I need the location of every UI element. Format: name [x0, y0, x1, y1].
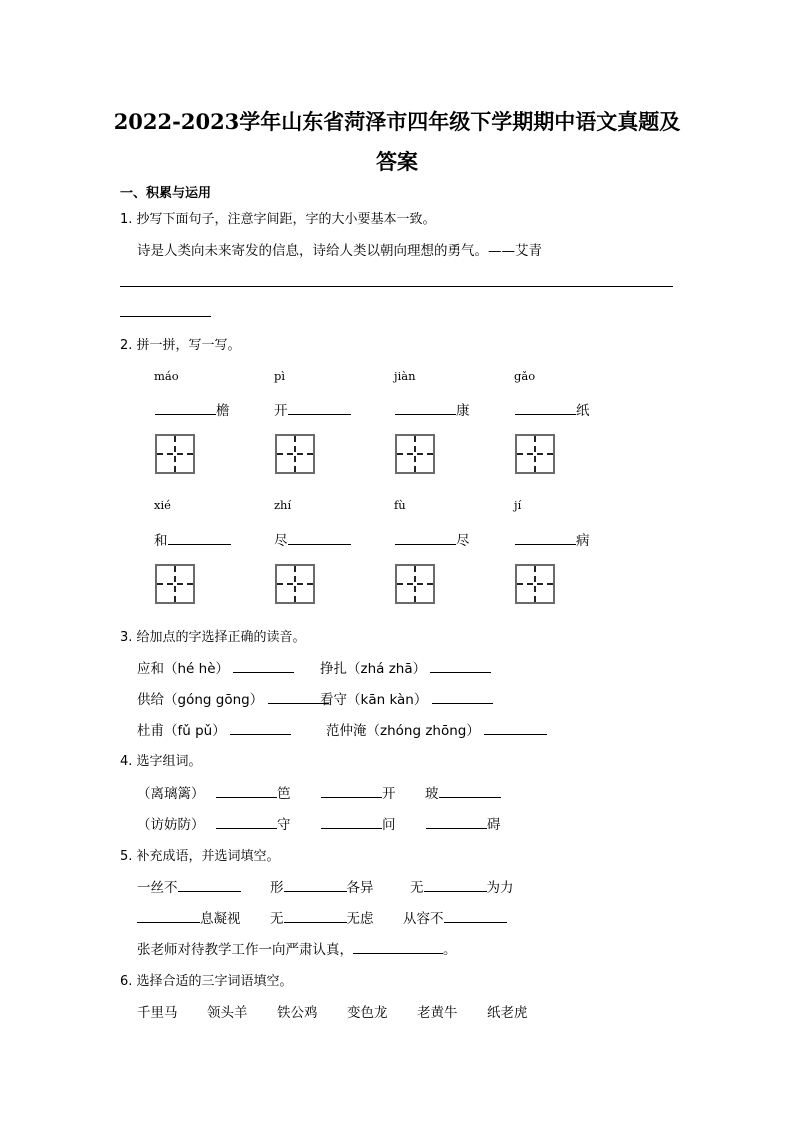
q6-word-option: 铁公鸡 — [277, 1005, 318, 1021]
q2-word-item: 檐 — [155, 399, 230, 419]
fill-blank[interactable] — [430, 658, 491, 673]
q1-sentence: 诗是人类向未来寄发的信息，诗给人类以朝向理想的勇气。——艾青 — [137, 243, 542, 259]
q5-idiom: 息凝视 — [137, 907, 241, 927]
fill-blank[interactable] — [395, 530, 456, 545]
writing-grid-box[interactable] — [515, 434, 555, 474]
q6-word-option: 变色龙 — [347, 1005, 388, 1021]
fill-blank[interactable] — [288, 530, 351, 545]
q2-pinyin: pì — [274, 369, 286, 383]
fill-blank[interactable] — [168, 530, 231, 545]
q3-item: 挣扎（zhá zhā） — [320, 657, 491, 677]
q5-idiom: 一丝不 — [137, 876, 241, 896]
fill-blank[interactable] — [432, 689, 493, 704]
fill-blank[interactable] — [424, 877, 487, 892]
fill-blank[interactable] — [353, 939, 443, 954]
fill-blank[interactable] — [233, 658, 294, 673]
q4-word-item: 守 — [216, 813, 291, 833]
fill-blank[interactable] — [515, 400, 576, 415]
q6-word-option: 千里马 — [137, 1005, 178, 1021]
q5-idiom: 无 为力 — [410, 876, 514, 896]
writing-grid-box[interactable] — [275, 434, 315, 474]
q6-word-option: 领头羊 — [207, 1005, 248, 1021]
q3-item: 供给（góng gōng） — [137, 688, 329, 708]
writing-grid-box[interactable] — [155, 564, 195, 604]
q1-answer-line-1[interactable] — [120, 286, 673, 287]
q3-item: 范仲淹（zhóng zhōng） — [326, 719, 547, 739]
q5-idiom: 从容不 — [403, 907, 507, 927]
q2-word-item: 康 — [395, 399, 470, 419]
q2-word-item: 尽 — [274, 529, 351, 549]
q2-pinyin: gǎo — [514, 369, 536, 383]
q2-word-item: 病 — [515, 529, 590, 549]
q2-pinyin: máo — [154, 369, 179, 383]
fill-blank[interactable] — [288, 400, 351, 415]
fill-blank[interactable] — [230, 720, 291, 735]
q2-word-item: 纸 — [515, 399, 590, 419]
q1-prompt: 1. 抄写下面句子，注意字间距，字的大小要基本一致。 — [120, 212, 436, 227]
writing-grid-box[interactable] — [515, 564, 555, 604]
q2-prompt: 2. 拼一拼，写一写。 — [120, 338, 241, 353]
q2-word-item: 和 — [154, 529, 231, 549]
q6-prompt: 6. 选择合适的三字词语填空。 — [120, 974, 293, 989]
fill-blank[interactable] — [284, 908, 347, 923]
fill-blank[interactable] — [444, 908, 507, 923]
writing-grid-box[interactable] — [155, 434, 195, 474]
fill-blank[interactable] — [439, 783, 501, 798]
q4-word-item: 开 — [321, 782, 396, 802]
q2-pinyin: zhí — [274, 498, 292, 512]
q2-word-item: 开 — [274, 399, 351, 419]
writing-grid-box[interactable] — [395, 434, 435, 474]
writing-grid-box[interactable] — [275, 564, 315, 604]
fill-blank[interactable] — [426, 814, 487, 829]
fill-blank[interactable] — [178, 877, 241, 892]
document-title-line2: 答案 — [376, 149, 418, 174]
q4-word-item: 问 — [321, 813, 396, 833]
q1-answer-line-2[interactable] — [120, 316, 211, 317]
writing-grid-box[interactable] — [395, 564, 435, 604]
q2-word-item: 尽 — [395, 529, 470, 549]
fill-blank[interactable] — [284, 877, 347, 892]
fill-blank[interactable] — [216, 814, 277, 829]
q3-item: 应和（hé hè） — [137, 657, 294, 677]
fill-blank[interactable] — [216, 783, 277, 798]
fill-blank[interactable] — [137, 908, 200, 923]
q4-word-item: 笆 — [216, 782, 291, 802]
q4-choices: （访妨防） — [137, 817, 205, 833]
q4-word-item: 碍 — [426, 813, 501, 833]
q6-word-option: 老黄牛 — [417, 1005, 458, 1021]
document-title-line1: 2022-2023学年山东省菏泽市四年级下学期期中语文真题及 — [113, 109, 681, 134]
q3-item: 杜甫（fǔ pǔ） — [137, 719, 291, 739]
q6-word-option: 纸老虎 — [487, 1005, 528, 1021]
q4-choices: （离璃篱） — [137, 786, 205, 802]
q5-idiom: 无 无虑 — [270, 907, 374, 927]
q2-pinyin: fù — [394, 498, 406, 512]
fill-blank[interactable] — [155, 400, 216, 415]
q2-pinyin: xié — [154, 498, 171, 512]
q5-prompt: 5. 补充成语，并选词填空。 — [120, 849, 280, 864]
q3-item: 看守（kān kàn） — [320, 688, 493, 708]
q2-pinyin: jiàn — [394, 369, 416, 383]
q3-prompt: 3. 给加点的字选择正确的读音。 — [120, 630, 306, 645]
q5-sentence: 张老师对待教学工作一向严肃认真， 。 — [137, 938, 457, 958]
section-heading: 一、积累与运用 — [120, 186, 212, 201]
q2-pinyin: jí — [514, 498, 522, 512]
q4-prompt: 4. 选字组词。 — [120, 754, 202, 769]
q4-word-item: 玻 — [425, 782, 501, 802]
fill-blank[interactable] — [321, 814, 382, 829]
fill-blank[interactable] — [321, 783, 382, 798]
fill-blank[interactable] — [395, 400, 456, 415]
fill-blank[interactable] — [484, 720, 547, 735]
fill-blank[interactable] — [515, 530, 576, 545]
q5-idiom: 形 各异 — [270, 876, 374, 896]
